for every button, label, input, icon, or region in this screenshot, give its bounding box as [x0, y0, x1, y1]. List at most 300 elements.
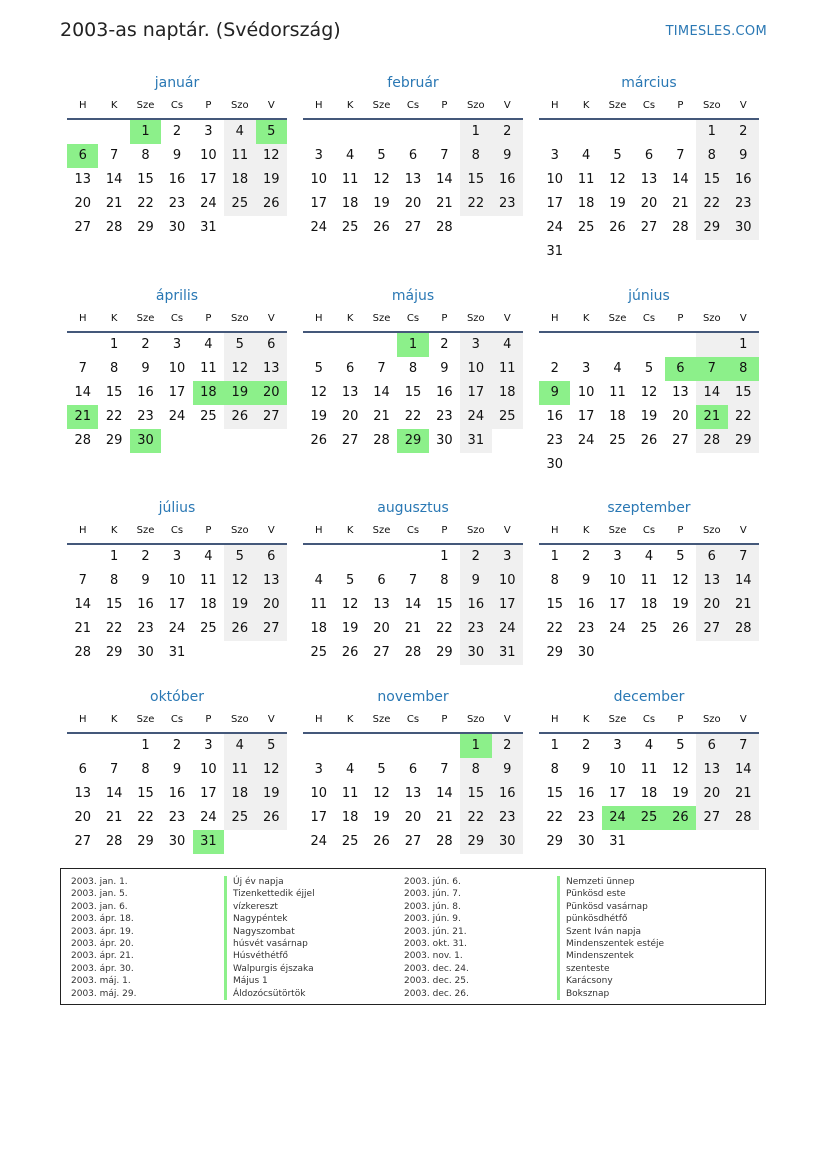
day-cell: 30	[577, 834, 595, 849]
day-cell: 24	[168, 621, 186, 636]
day-cell: 28	[373, 433, 390, 448]
weekday-label: Sze	[372, 714, 391, 725]
day-cell: 7	[440, 148, 449, 163]
day-cell: 18	[577, 196, 595, 211]
empty-cell	[728, 830, 759, 854]
empty-cell	[67, 333, 98, 357]
week-row	[67, 216, 287, 240]
month-name: november	[377, 689, 449, 705]
day-cell: 12	[310, 385, 327, 400]
month-3	[539, 72, 759, 264]
day-cell: 24	[546, 220, 563, 235]
day-cell: 29	[546, 834, 563, 849]
day-cell: 12	[373, 786, 390, 801]
day-cell: 15	[436, 597, 453, 612]
empty-cell	[303, 333, 334, 357]
day-cell: 19	[256, 782, 287, 806]
day-cell: 28	[105, 834, 123, 849]
day-cell: 8	[460, 758, 491, 782]
empty-cell	[397, 545, 428, 569]
empty-cell	[665, 240, 696, 264]
weekday-label: K	[110, 714, 118, 725]
legend-holiday-date: 2003. ápr. 20.	[71, 938, 134, 949]
day-cell: 28	[74, 645, 91, 660]
week-row	[539, 806, 759, 830]
weekday-label: Szo	[466, 714, 485, 725]
day-cell: 25	[640, 621, 658, 636]
week-row	[67, 641, 287, 665]
day-cell: 17	[310, 196, 327, 211]
day-cell: 16	[546, 409, 563, 424]
day-cell: 7	[78, 361, 87, 376]
day-cell: 10	[200, 148, 217, 163]
weekday-label: H	[550, 100, 559, 111]
day-cell: 17	[577, 409, 595, 424]
day-cell: 11	[640, 762, 658, 777]
day-cell: 26	[341, 645, 359, 660]
empty-cell	[334, 545, 365, 569]
day-cell: 11	[200, 361, 217, 376]
day-cell: 21	[672, 196, 689, 211]
day-cell: 17	[168, 597, 186, 612]
day-cell: 7	[109, 148, 119, 163]
day-cell: 18	[341, 810, 359, 825]
weekday-label: K	[110, 525, 118, 536]
day-cell: 16	[492, 168, 523, 192]
empty-cell	[193, 429, 224, 453]
day-cell: 25	[609, 433, 626, 448]
empty-cell	[224, 216, 255, 240]
day-cell: 30	[492, 830, 523, 854]
day-cell: 21	[105, 196, 123, 211]
day-cell: 7	[440, 762, 449, 777]
weekday-label: P	[205, 313, 212, 324]
week-row	[539, 144, 759, 168]
day-cell: 1	[460, 734, 491, 758]
legend-holiday-name: húsvét vasárnap	[224, 938, 315, 950]
empty-cell	[728, 240, 759, 264]
day-cell: 20	[696, 593, 727, 617]
day-cell: 13	[640, 172, 658, 187]
day-cell: 24	[460, 405, 491, 429]
empty-cell	[696, 240, 727, 264]
day-cell: 10	[310, 172, 327, 187]
day-cell: 31	[546, 244, 563, 259]
weekday-label: K	[582, 525, 590, 536]
day-cell: 2	[460, 545, 491, 569]
day-cell: 2	[581, 738, 591, 753]
day-cell: 2	[492, 120, 523, 144]
day-cell: 31	[168, 645, 186, 660]
legend-holiday-date: 2003. ápr. 21.	[71, 951, 134, 962]
weekday-label: Sze	[372, 313, 391, 324]
holiday-legend	[60, 868, 766, 1005]
day-cell: 17	[200, 172, 217, 187]
weekday-label: Sze	[608, 525, 627, 536]
day-cell: 17	[492, 593, 523, 617]
day-cell: 12	[373, 172, 390, 187]
weekday-label: H	[314, 525, 323, 536]
legend-dates-right	[404, 876, 469, 1000]
week-row	[539, 405, 759, 429]
day-cell: 12	[672, 762, 689, 777]
day-cell: 9	[728, 144, 759, 168]
day-cell: 7	[728, 734, 759, 758]
empty-cell	[602, 333, 633, 357]
legend-holiday-name: Húsvéthétfő	[224, 950, 315, 962]
day-cell: 9	[172, 762, 182, 777]
empty-cell	[696, 830, 727, 854]
week-row	[67, 144, 287, 168]
day-cell: 23	[137, 621, 154, 636]
day-cell: 3	[581, 361, 591, 376]
day-cell: 23	[436, 409, 453, 424]
day-cell: 22	[404, 409, 422, 424]
day-cell: 24	[577, 433, 595, 448]
day-cell: 11	[577, 172, 595, 187]
empty-cell	[98, 734, 129, 758]
day-cell: 7	[78, 573, 87, 588]
day-cell: 16	[577, 597, 595, 612]
day-cell: 16	[168, 172, 186, 187]
week-row	[539, 192, 759, 216]
day-cell: 20	[256, 381, 287, 405]
month-12	[539, 686, 759, 854]
day-cell: 14	[728, 758, 759, 782]
day-cell: 4	[224, 120, 255, 144]
weekday-label: H	[314, 100, 323, 111]
weekday-label: H	[314, 313, 323, 324]
day-cell: 8	[728, 357, 759, 381]
legend-names-right	[557, 876, 664, 1000]
day-cell: 12	[672, 573, 689, 588]
legend-holiday-date: 2003. nov. 1.	[404, 951, 463, 962]
empty-cell	[224, 429, 255, 453]
legend-holiday-name: Mindenszentek	[557, 950, 664, 962]
weekday-label: P	[205, 714, 212, 725]
day-cell: 22	[436, 621, 453, 636]
week-row	[539, 545, 759, 569]
weekday-label: Cs	[170, 525, 184, 536]
legend-holiday-date: 2003. máj. 1.	[71, 976, 131, 987]
day-cell: 21	[373, 409, 390, 424]
legend-holiday-date: 2003. jan. 1.	[71, 877, 128, 887]
day-cell: 3	[314, 762, 323, 777]
weekday-label: K	[110, 100, 118, 111]
empty-cell	[633, 240, 664, 264]
week-row	[67, 806, 287, 830]
day-cell: 3	[613, 738, 622, 753]
day-cell: 9	[141, 361, 150, 376]
weekday-header	[67, 519, 287, 545]
legend-holiday-date: 2003. ápr. 19.	[71, 926, 134, 937]
legend-holiday-date: 2003. jún. 21.	[404, 926, 467, 937]
weekday-label: Szo	[230, 313, 249, 324]
week-row	[303, 569, 523, 593]
weekday-label: V	[739, 525, 747, 536]
month-name: március	[621, 75, 677, 91]
legend-holiday-name: Május 1	[224, 975, 315, 987]
weekday-label: Szo	[230, 714, 249, 725]
day-cell: 3	[613, 549, 622, 564]
day-cell: 28	[728, 806, 759, 830]
weekday-label: Sze	[608, 313, 627, 324]
day-cell: 23	[137, 409, 154, 424]
day-cell: 3	[172, 337, 182, 352]
day-cell: 28	[404, 645, 422, 660]
legend-holiday-name: Pünkösd vasárnap	[557, 901, 664, 913]
month-name: február	[387, 75, 439, 91]
day-cell: 17	[460, 381, 491, 405]
week-row	[67, 734, 287, 758]
day-cell: 11	[224, 758, 255, 782]
empty-cell	[492, 216, 523, 240]
day-cell: 23	[728, 192, 759, 216]
weekday-label: Szo	[230, 525, 249, 536]
day-cell: 10	[460, 357, 491, 381]
weekday-label: Szo	[702, 525, 721, 536]
week-row	[539, 617, 759, 641]
day-cell: 26	[609, 220, 626, 235]
weekday-label: V	[267, 714, 275, 725]
weekday-label: V	[503, 714, 511, 725]
month-name: augusztus	[377, 500, 449, 516]
day-cell: 4	[644, 738, 654, 753]
day-cell: 17	[310, 810, 327, 825]
day-cell: 2	[440, 337, 449, 352]
day-cell: 29	[397, 429, 428, 453]
weekday-label: Sze	[136, 525, 155, 536]
empty-cell	[602, 453, 633, 477]
weekday-label: K	[582, 100, 590, 111]
weekday-label: K	[346, 525, 354, 536]
day-cell: 8	[109, 361, 119, 376]
week-row	[303, 617, 523, 641]
day-cell: 22	[460, 806, 491, 830]
legend-holiday-date: 2003. jan. 5.	[71, 889, 128, 900]
day-cell: 9	[460, 569, 491, 593]
day-cell: 26	[640, 433, 658, 448]
weekday-label: P	[441, 100, 448, 111]
day-cell: 22	[137, 196, 154, 211]
day-cell: 28	[436, 834, 453, 849]
day-cell: 14	[672, 172, 689, 187]
weekday-label: Szo	[702, 313, 721, 324]
day-cell: 21	[105, 810, 123, 825]
empty-cell	[696, 453, 727, 477]
day-cell: 19	[256, 168, 287, 192]
month-10	[67, 686, 287, 854]
weekday-label: V	[503, 525, 511, 536]
day-cell: 12	[609, 172, 626, 187]
day-cell: 5	[314, 361, 323, 376]
day-cell: 31	[200, 220, 217, 235]
week-row	[539, 569, 759, 593]
weekday-label: H	[550, 714, 559, 725]
day-cell: 17	[609, 597, 626, 612]
weekday-label: Sze	[136, 100, 155, 111]
day-cell: 29	[137, 220, 154, 235]
weekday-header	[303, 519, 523, 545]
empty-cell	[602, 641, 633, 665]
week-row	[303, 216, 523, 240]
day-cell: 10	[200, 762, 217, 777]
day-cell: 4	[345, 762, 355, 777]
day-cell: 4	[204, 337, 213, 352]
day-cell: 19	[640, 409, 658, 424]
week-row	[67, 168, 287, 192]
day-cell: 13	[672, 385, 689, 400]
day-cell: 9	[581, 762, 591, 777]
day-cell: 3	[460, 333, 491, 357]
week-row	[539, 453, 759, 477]
day-cell: 13	[341, 385, 359, 400]
day-cell: 31	[609, 834, 626, 849]
day-cell: 7	[696, 357, 727, 381]
empty-cell	[256, 830, 287, 854]
day-cell: 20	[373, 621, 390, 636]
day-cell: 17	[168, 385, 186, 400]
empty-cell	[460, 216, 491, 240]
day-cell: 2	[728, 120, 759, 144]
day-cell: 22	[137, 810, 154, 825]
month-name: szeptember	[607, 500, 691, 516]
day-cell: 18	[224, 782, 255, 806]
day-cell: 24	[492, 617, 523, 641]
empty-cell	[366, 120, 397, 144]
day-cell: 4	[581, 148, 591, 163]
day-cell: 6	[78, 762, 87, 777]
day-cell: 12	[256, 758, 287, 782]
day-cell: 9	[492, 144, 523, 168]
day-cell: 10	[609, 762, 626, 777]
legend-holiday-name: Walpurgis éjszaka	[224, 963, 315, 975]
empty-cell	[492, 429, 523, 453]
month-name: október	[150, 689, 204, 705]
day-cell: 29	[137, 834, 154, 849]
brand-link[interactable]: TIMESLES.COM	[665, 24, 767, 39]
legend-holiday-name: Tizenkettedik éjjel	[224, 888, 315, 900]
day-cell: 6	[345, 361, 355, 376]
weekday-header	[67, 307, 287, 333]
day-cell: 10	[546, 172, 563, 187]
week-row	[67, 593, 287, 617]
weekday-label: Szo	[702, 714, 721, 725]
week-row	[303, 593, 523, 617]
weekday-header	[539, 307, 759, 333]
day-cell: 13	[74, 786, 91, 801]
week-row	[303, 734, 523, 758]
week-row	[303, 758, 523, 782]
weekday-label: V	[739, 313, 747, 324]
weekday-label: Cs	[170, 714, 184, 725]
legend-dates-left	[71, 876, 136, 1000]
day-cell: 20	[640, 196, 658, 211]
day-cell: 6	[696, 545, 727, 569]
day-cell: 19	[341, 621, 359, 636]
day-cell: 8	[696, 144, 727, 168]
empty-cell	[366, 333, 397, 357]
week-row	[539, 120, 759, 144]
week-row	[539, 333, 759, 357]
day-cell: 24	[602, 806, 633, 830]
week-row	[67, 782, 287, 806]
weekday-label: Cs	[642, 313, 656, 324]
day-cell: 12	[341, 597, 359, 612]
day-cell: 27	[404, 834, 422, 849]
day-cell: 5	[676, 549, 685, 564]
weekday-label: Sze	[372, 525, 391, 536]
empty-cell	[98, 120, 129, 144]
week-row	[67, 357, 287, 381]
day-cell: 10	[492, 569, 523, 593]
day-cell: 8	[408, 361, 418, 376]
day-cell: 4	[204, 549, 213, 564]
week-row	[67, 569, 287, 593]
day-cell: 13	[373, 597, 390, 612]
day-cell: 26	[310, 433, 327, 448]
day-cell: 2	[492, 734, 523, 758]
day-cell: 25	[633, 806, 664, 830]
day-cell: 27	[696, 617, 727, 641]
legend-holiday-name: Boksznap	[557, 988, 664, 1000]
week-row	[539, 641, 759, 665]
day-cell: 5	[676, 738, 685, 753]
day-cell: 17	[546, 196, 563, 211]
day-cell: 21	[67, 405, 98, 429]
empty-cell	[334, 734, 365, 758]
week-row	[303, 333, 523, 357]
day-cell: 16	[436, 385, 453, 400]
weekday-label: P	[441, 714, 448, 725]
day-cell: 27	[256, 405, 287, 429]
empty-cell	[665, 120, 696, 144]
day-cell: 29	[105, 433, 123, 448]
day-cell: 11	[609, 385, 626, 400]
empty-cell	[224, 830, 255, 854]
day-cell: 19	[310, 409, 327, 424]
day-cell: 25	[200, 621, 217, 636]
day-cell: 5	[644, 361, 654, 376]
day-cell: 23	[168, 810, 186, 825]
empty-cell	[570, 120, 601, 144]
day-cell: 23	[168, 196, 186, 211]
legend-holiday-name: vízkereszt	[224, 901, 315, 913]
day-cell: 27	[74, 834, 91, 849]
weekday-label: H	[550, 313, 559, 324]
month-11	[303, 686, 523, 854]
day-cell: 21	[696, 405, 727, 429]
day-cell: 10	[168, 573, 186, 588]
empty-cell	[256, 641, 287, 665]
weekday-header	[303, 708, 523, 734]
week-row	[539, 216, 759, 240]
day-cell: 28	[105, 220, 123, 235]
day-cell: 8	[109, 573, 119, 588]
day-cell: 15	[546, 786, 563, 801]
day-cell: 25	[341, 220, 359, 235]
day-cell: 16	[577, 786, 595, 801]
week-row	[67, 381, 287, 405]
day-cell: 26	[373, 220, 390, 235]
week-row	[67, 758, 287, 782]
day-cell: 6	[377, 573, 386, 588]
day-cell: 10	[310, 786, 327, 801]
day-cell: 15	[460, 168, 491, 192]
weekday-label: Sze	[136, 714, 155, 725]
day-cell: 14	[105, 172, 123, 187]
empty-cell	[334, 120, 365, 144]
